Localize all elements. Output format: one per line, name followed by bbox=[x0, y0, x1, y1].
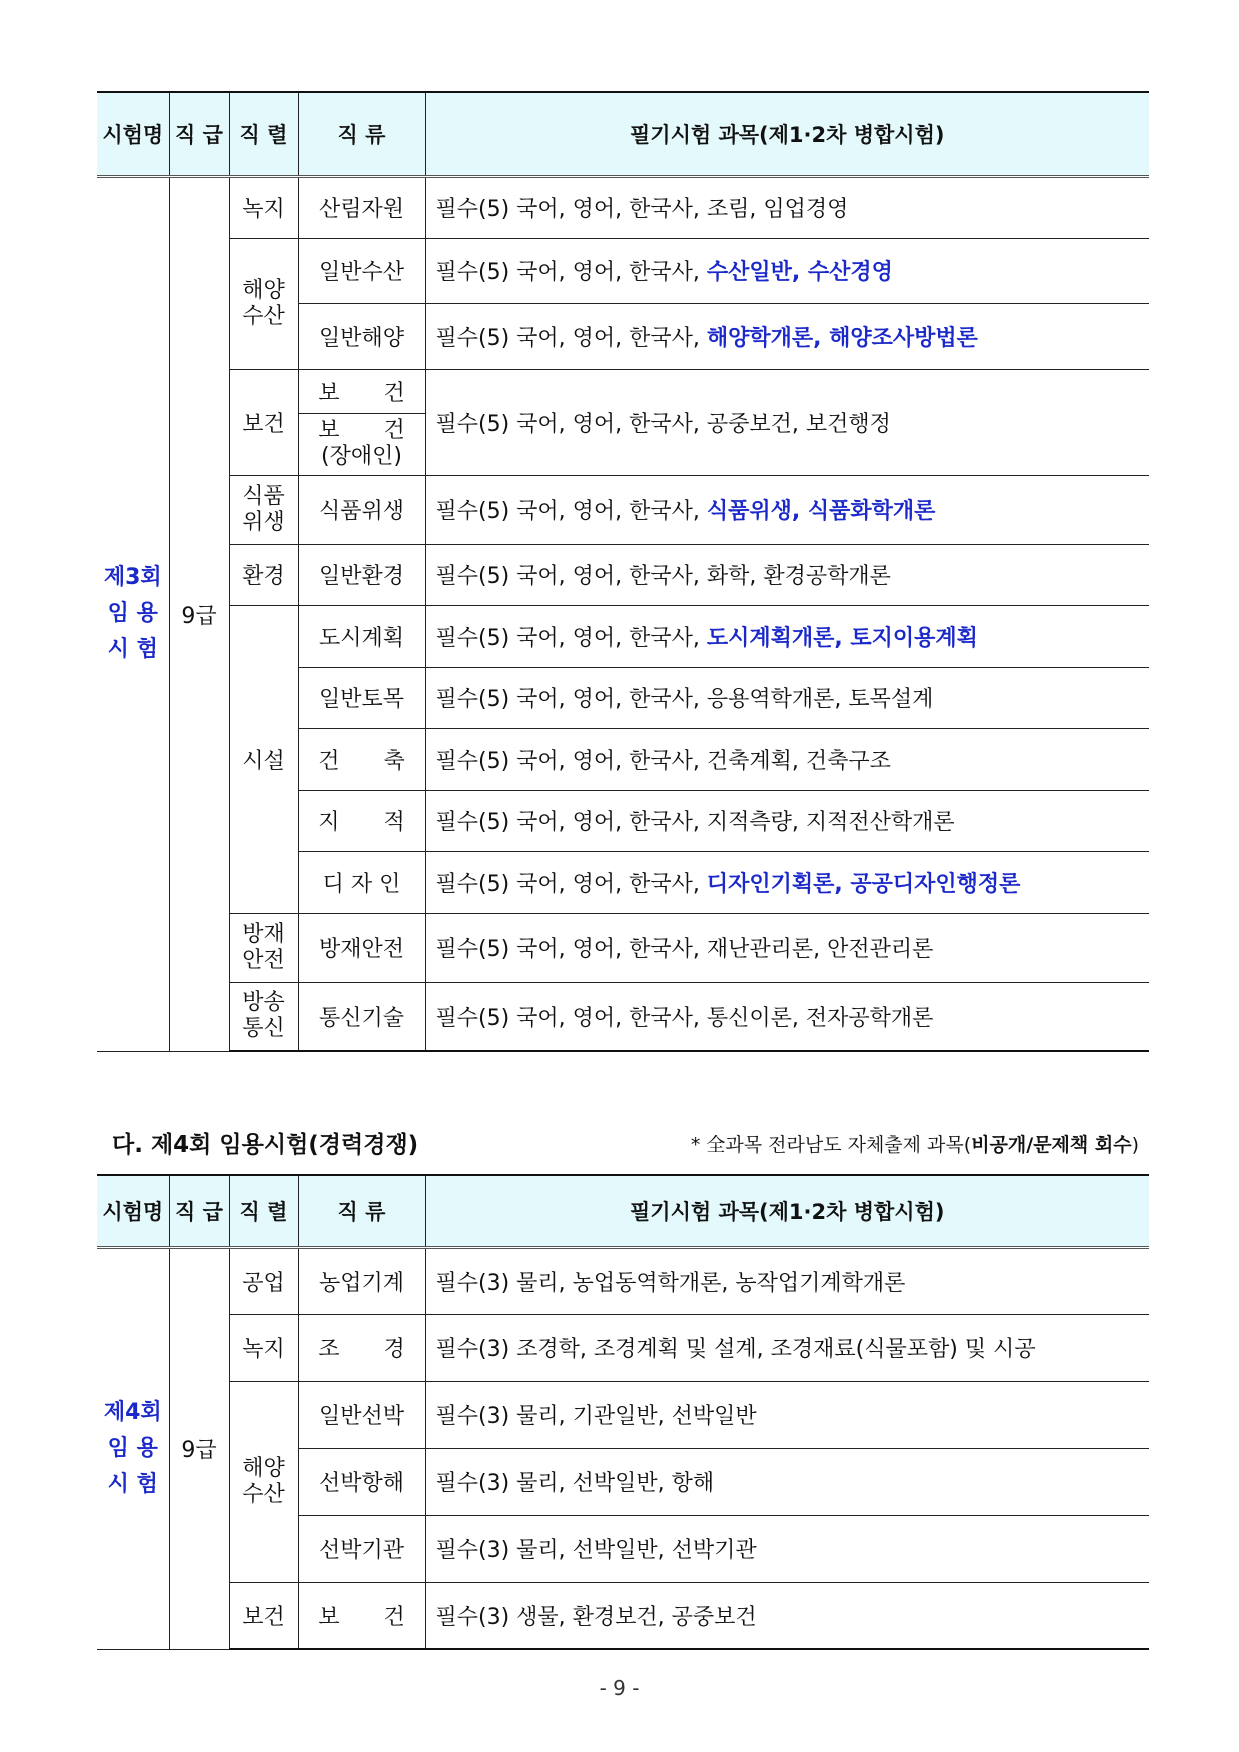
category-cell bbox=[298, 413, 425, 475]
series-cell: 보건 bbox=[229, 1582, 298, 1649]
header-exam: 시험명 bbox=[97, 92, 169, 176]
table-row bbox=[97, 605, 1149, 667]
exam-table-4th bbox=[97, 1174, 1149, 1650]
subjects-cell bbox=[425, 605, 1149, 667]
subjects-cell bbox=[425, 790, 1149, 851]
series-line: 해양 bbox=[242, 1455, 285, 1481]
table-row bbox=[97, 913, 1149, 982]
series-cell bbox=[229, 913, 298, 982]
subjects-cell bbox=[425, 667, 1149, 728]
subjects-cell bbox=[425, 544, 1149, 605]
subjects-cell bbox=[425, 913, 1149, 982]
table-header-row bbox=[97, 1175, 1149, 1247]
exam-name-line: 제4회 bbox=[103, 1399, 162, 1425]
series-cell bbox=[229, 475, 298, 544]
subjects-prefix: 필수(5) 국어, 영어, 한국사, bbox=[435, 625, 707, 651]
series-cell bbox=[229, 238, 298, 369]
subjects-prefix: 필수(5) 국어, 영어, 한국사, bbox=[435, 325, 707, 351]
series-line: 안전 bbox=[242, 947, 285, 973]
series-line: 식품 bbox=[242, 483, 285, 509]
table-row bbox=[97, 982, 1149, 1051]
series-cell: 공업 bbox=[229, 1247, 298, 1314]
subjects-plain: 통신이론, 전자공학개론 bbox=[706, 1005, 934, 1031]
subjects-cell bbox=[425, 369, 1149, 475]
table-row bbox=[97, 176, 1149, 238]
table-row bbox=[97, 1381, 1149, 1448]
table-header-row bbox=[97, 92, 1149, 176]
category-cell: 일반수산 bbox=[298, 238, 425, 303]
category-cell: 조 경 bbox=[298, 1314, 425, 1381]
subjects-plain: 조림, 임업경영 bbox=[706, 197, 849, 222]
header-series: 직 렬 bbox=[229, 92, 298, 176]
series-cell: 보건 bbox=[229, 369, 298, 475]
category-cell: 선박항해 bbox=[298, 1448, 425, 1515]
subjects-prefix: 필수(5) 국어, 영어, 한국사, bbox=[435, 260, 707, 285]
category-cell: 보 건 bbox=[298, 369, 425, 413]
section-note bbox=[691, 1130, 1139, 1157]
category-cell: 지 적 bbox=[298, 790, 425, 851]
subjects-plain: 응용역학개론, 토목설계 bbox=[706, 687, 934, 712]
table-row bbox=[97, 1247, 1149, 1314]
table-row bbox=[97, 475, 1149, 544]
series-cell: 환경 bbox=[229, 544, 298, 605]
category-cell: 식품위생 bbox=[298, 475, 425, 544]
header-series: 직 렬 bbox=[229, 1175, 298, 1247]
subjects-plain: 지적측량, 지적전산학개론 bbox=[706, 810, 955, 835]
table-row bbox=[97, 1582, 1149, 1649]
table-row bbox=[97, 369, 1149, 413]
table-row bbox=[97, 238, 1149, 303]
series-line: 통신 bbox=[242, 1016, 285, 1042]
category-cell: 보 건 bbox=[298, 1582, 425, 1649]
subjects-prefix: 필수(5) 국어, 영어, 한국사, bbox=[435, 564, 707, 589]
category-cell: 일반토목 bbox=[298, 667, 425, 728]
exam-name-line: 시 험 bbox=[107, 1471, 158, 1497]
series-cell: 녹지 bbox=[229, 176, 298, 238]
subjects-cell bbox=[425, 176, 1149, 238]
subjects-cell bbox=[425, 728, 1149, 790]
section-note-prefix: * 全과목 전라남도 자체출제 과목( bbox=[690, 1134, 972, 1156]
table-row bbox=[97, 1314, 1149, 1381]
category-cell: 산림자원 bbox=[298, 176, 425, 238]
subjects-highlight: 수산일반, 수산경영 bbox=[706, 260, 893, 285]
subjects-cell: 필수(3) 물리, 선박일반, 선박기관 bbox=[425, 1515, 1149, 1582]
exam-name-line: 임 용 bbox=[107, 601, 158, 626]
page-number: - 9 - bbox=[599, 1676, 640, 1700]
category-cell: 일반선박 bbox=[298, 1381, 425, 1448]
category-cell: 통신기술 bbox=[298, 982, 425, 1051]
subjects-highlight: 식품위생, 식품화학개론 bbox=[706, 499, 936, 524]
subjects-prefix: 필수(5) 국어, 영어, 한국사, bbox=[435, 411, 707, 437]
series-cell: 시설 bbox=[229, 605, 298, 913]
category-line: (장애인) bbox=[321, 444, 402, 469]
subjects-cell bbox=[425, 475, 1149, 544]
exam-name-line: 제3회 bbox=[103, 565, 162, 590]
category-cell: 방재안전 bbox=[298, 913, 425, 982]
table-row bbox=[97, 544, 1149, 605]
subjects-prefix: 필수(5) 국어, 영어, 한국사, bbox=[435, 748, 707, 774]
subjects-plain: 화학, 환경공학개론 bbox=[706, 564, 891, 589]
category-cell: 디 자 인 bbox=[298, 851, 425, 913]
subjects-plain: 공중보건, 보건행정 bbox=[706, 411, 891, 437]
subjects-cell: 필수(3) 조경학, 조경계획 및 설계, 조경재료(식물포함) 및 시공 bbox=[425, 1314, 1149, 1381]
subjects-prefix: 필수(5) 국어, 영어, 한국사, bbox=[435, 937, 707, 962]
header-grade: 직 급 bbox=[169, 92, 229, 176]
subjects-prefix: 필수(5) 국어, 영어, 한국사, bbox=[435, 687, 707, 712]
subjects-cell: 필수(3) 물리, 기관일반, 선박일반 bbox=[425, 1381, 1149, 1448]
subjects-prefix: 필수(5) 국어, 영어, 한국사, bbox=[435, 1005, 707, 1031]
series-cell bbox=[229, 982, 298, 1051]
category-cell: 일반환경 bbox=[298, 544, 425, 605]
subjects-highlight: 디자인기획론, 공공디자인행정론 bbox=[706, 871, 1021, 897]
series-line: 방송 bbox=[242, 990, 285, 1016]
subjects-plain: 건축계획, 건축구조 bbox=[706, 748, 891, 774]
category-cell: 일반해양 bbox=[298, 303, 425, 369]
subjects-cell bbox=[425, 303, 1149, 369]
subjects-prefix: 필수(5) 국어, 영어, 한국사, bbox=[435, 810, 707, 835]
series-line: 수산 bbox=[242, 1481, 285, 1507]
subjects-cell: 필수(3) 물리, 선박일반, 항해 bbox=[425, 1448, 1149, 1515]
header-category: 직 류 bbox=[298, 92, 425, 176]
header-exam: 시험명 bbox=[97, 1175, 169, 1247]
category-cell: 도시계획 bbox=[298, 605, 425, 667]
exam-table-3rd bbox=[97, 91, 1149, 1052]
header-category: 직 류 bbox=[298, 1175, 425, 1247]
subjects-prefix: 필수(5) 국어, 영어, 한국사, bbox=[435, 871, 707, 897]
exam-name-line: 임 용 bbox=[107, 1435, 158, 1461]
subjects-cell: 필수(3) 물리, 농업동역학개론, 농작업기계학개론 bbox=[425, 1247, 1149, 1314]
subjects-prefix: 필수(5) 국어, 영어, 한국사, bbox=[435, 197, 707, 222]
header-subjects: 필기시험 과목(제1·2차 병합시험) bbox=[425, 92, 1149, 176]
subjects-cell bbox=[425, 982, 1149, 1051]
header-subjects: 필기시험 과목(제1·2차 병합시험) bbox=[425, 1175, 1149, 1247]
exam-name-cell bbox=[97, 176, 169, 1051]
series-cell bbox=[229, 1381, 298, 1582]
subjects-prefix: 필수(5) 국어, 영어, 한국사, bbox=[435, 499, 707, 524]
category-cell: 건 축 bbox=[298, 728, 425, 790]
exam-name-line: 시 험 bbox=[107, 637, 158, 662]
subjects-highlight: 해양학개론, 해양조사방법론 bbox=[706, 325, 978, 351]
series-line: 위생 bbox=[242, 509, 285, 535]
grade-cell: 9급 bbox=[169, 176, 229, 1051]
header-grade: 직 급 bbox=[169, 1175, 229, 1247]
subjects-highlight: 도시계획개론, 토지이용계획 bbox=[706, 625, 978, 651]
category-line: 보 건 bbox=[318, 418, 405, 443]
series-line: 방재 bbox=[242, 921, 285, 947]
category-cell: 농업기계 bbox=[298, 1247, 425, 1314]
section-note-suffix: ) bbox=[1131, 1134, 1139, 1156]
series-cell: 녹지 bbox=[229, 1314, 298, 1381]
series-line: 해양 bbox=[242, 277, 285, 303]
section-note-bold: 비공개/문제책 회수 bbox=[971, 1134, 1132, 1156]
exam-name-cell bbox=[97, 1247, 169, 1649]
series-line: 수산 bbox=[242, 303, 285, 329]
subjects-cell bbox=[425, 238, 1149, 303]
subjects-plain: 재난관리론, 안전관리론 bbox=[706, 937, 934, 962]
subjects-cell bbox=[425, 851, 1149, 913]
category-cell: 선박기관 bbox=[298, 1515, 425, 1582]
subjects-cell: 필수(3) 생물, 환경보건, 공중보건 bbox=[425, 1582, 1149, 1649]
section-title: 다. 제4회 임용시험(경력경쟁) bbox=[112, 1132, 419, 1158]
grade-cell: 9급 bbox=[169, 1247, 229, 1649]
